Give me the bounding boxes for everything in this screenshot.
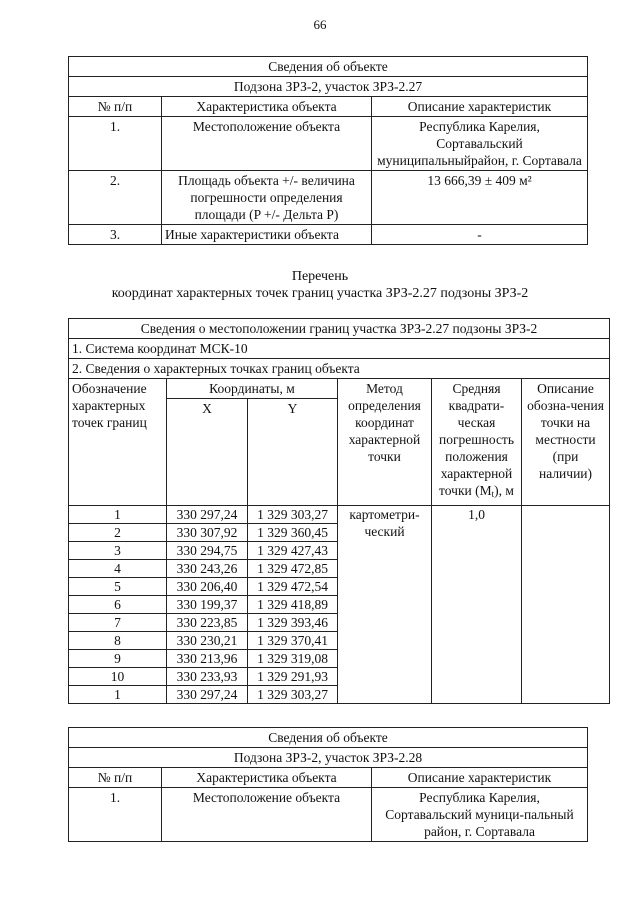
table-row xyxy=(69,117,588,171)
col-header-x: X xyxy=(167,399,248,506)
point-x: 330 297,24 xyxy=(167,506,248,524)
point-x: 330 297,24 xyxy=(167,686,248,704)
col-header-method: Метод определения координат характерной точки xyxy=(338,379,432,506)
object-info-table-2-27 xyxy=(68,56,588,245)
point-x: 330 223,85 xyxy=(167,614,248,632)
point-y: 1 329 427,43 xyxy=(248,542,338,560)
point-y: 1 329 303,27 xyxy=(248,506,338,524)
point-number: 3 xyxy=(69,542,167,560)
point-number: 1 xyxy=(69,506,167,524)
subzone-title: Подзона ЗРЗ-2, участок ЗРЗ-2.28 xyxy=(69,748,588,768)
table-title: Сведения об объекте xyxy=(69,57,588,77)
point-x: 330 206,40 xyxy=(167,578,248,596)
point-number: 2 xyxy=(69,524,167,542)
row-name: Местоположение объекта xyxy=(162,117,372,171)
list-caption-subtitle: координат характерных точек границ участка ЗРЗ-2.27 подзоны ЗРЗ-2 xyxy=(111,286,529,301)
table-row xyxy=(69,788,588,842)
method-value: картометри-ческий xyxy=(338,506,432,704)
subzone-title: Подзона ЗРЗ-2, участок ЗРЗ-2.27 xyxy=(69,77,588,97)
point-x: 330 243,26 xyxy=(167,560,248,578)
row-name: Площадь объекта +/- величина погрешности определения площади (P +/- Дельта P) xyxy=(162,171,372,225)
point-y: 1 329 303,27 xyxy=(248,686,338,704)
col-header-characteristic: Характеристика объекта xyxy=(162,768,372,788)
point-y: 1 329 472,85 xyxy=(248,560,338,578)
row-num: 1. xyxy=(69,117,162,171)
coordinates-table-title: Сведения о местоположении границ участка ЗРЗ-2.27 подзоны ЗРЗ-2 xyxy=(69,319,610,339)
point-y: 1 329 370,41 xyxy=(248,632,338,650)
object-info-table-2-28 xyxy=(68,727,588,842)
point-number: 9 xyxy=(69,650,167,668)
point-y: 1 329 291,93 xyxy=(248,668,338,686)
point-y: 1 329 472,54 xyxy=(248,578,338,596)
point-y: 1 329 393,46 xyxy=(248,614,338,632)
col-header-point-description: Описание обозна-чения точки на местности (при наличии) xyxy=(522,379,610,506)
table-row xyxy=(69,171,588,225)
row-num: 1. xyxy=(69,788,162,842)
col-header-description: Описание характеристик xyxy=(372,768,588,788)
point-description-value xyxy=(522,506,610,704)
row-num: 2. xyxy=(69,171,162,225)
list-caption-title: Перечень xyxy=(291,269,349,284)
col-header-num: № п/п xyxy=(69,97,162,117)
point-number: 6 xyxy=(69,596,167,614)
col-header-designation: Обозначение характерных точек границ xyxy=(69,379,167,506)
point-y: 1 329 418,89 xyxy=(248,596,338,614)
table-title: Сведения об объекте xyxy=(69,728,588,748)
col-header-description: Описание характеристик xyxy=(372,97,588,117)
point-x: 330 294,75 xyxy=(167,542,248,560)
point-number: 1 xyxy=(69,686,167,704)
coordinate-system: 1. Система координат МСК-10 xyxy=(69,339,610,359)
row-num: 3. xyxy=(69,225,162,245)
point-number: 4 xyxy=(69,560,167,578)
point-x: 330 213,96 xyxy=(167,650,248,668)
col-header-coords: Координаты, м xyxy=(167,379,338,399)
col-header-y: Y xyxy=(248,399,338,506)
point-y: 1 329 319,08 xyxy=(248,650,338,668)
point-x: 330 233,93 xyxy=(167,668,248,686)
row-desc: Республика Карелия, Сортавальский муниципальныйрайон, г. Сортавала xyxy=(372,117,588,171)
error-value: 1,0 xyxy=(432,506,522,704)
row-desc: Республика Карелия, Сортавальский муници-пальный район, г. Сортавала xyxy=(372,788,588,842)
page-number: 66 xyxy=(313,17,327,32)
point-number: 5 xyxy=(69,578,167,596)
point-number: 7 xyxy=(69,614,167,632)
row-desc: 13 666,39 ± 409 м² xyxy=(372,171,588,225)
points-section-title: 2. Сведения о характерных точках границ объекта xyxy=(69,359,610,379)
point-x: 330 307,92 xyxy=(167,524,248,542)
col-header-error: Средняя квадрати-ческая погрешность положения характерной точки $(M_t)$, м xyxy=(432,379,522,506)
point-x: 330 199,37 xyxy=(167,596,248,614)
row-name: Иные характеристики объекта xyxy=(162,225,372,245)
table-row xyxy=(69,506,610,524)
point-number: 8 xyxy=(69,632,167,650)
point-y: 1 329 360,45 xyxy=(248,524,338,542)
col-header-characteristic: Характеристика объекта xyxy=(162,97,372,117)
table-row xyxy=(69,225,588,245)
point-number: 10 xyxy=(69,668,167,686)
coordinates-table xyxy=(68,318,610,704)
point-x: 330 230,21 xyxy=(167,632,248,650)
col-header-num: № п/п xyxy=(69,768,162,788)
row-name: Местоположение объекта xyxy=(162,788,372,842)
row-desc: - xyxy=(372,225,588,245)
